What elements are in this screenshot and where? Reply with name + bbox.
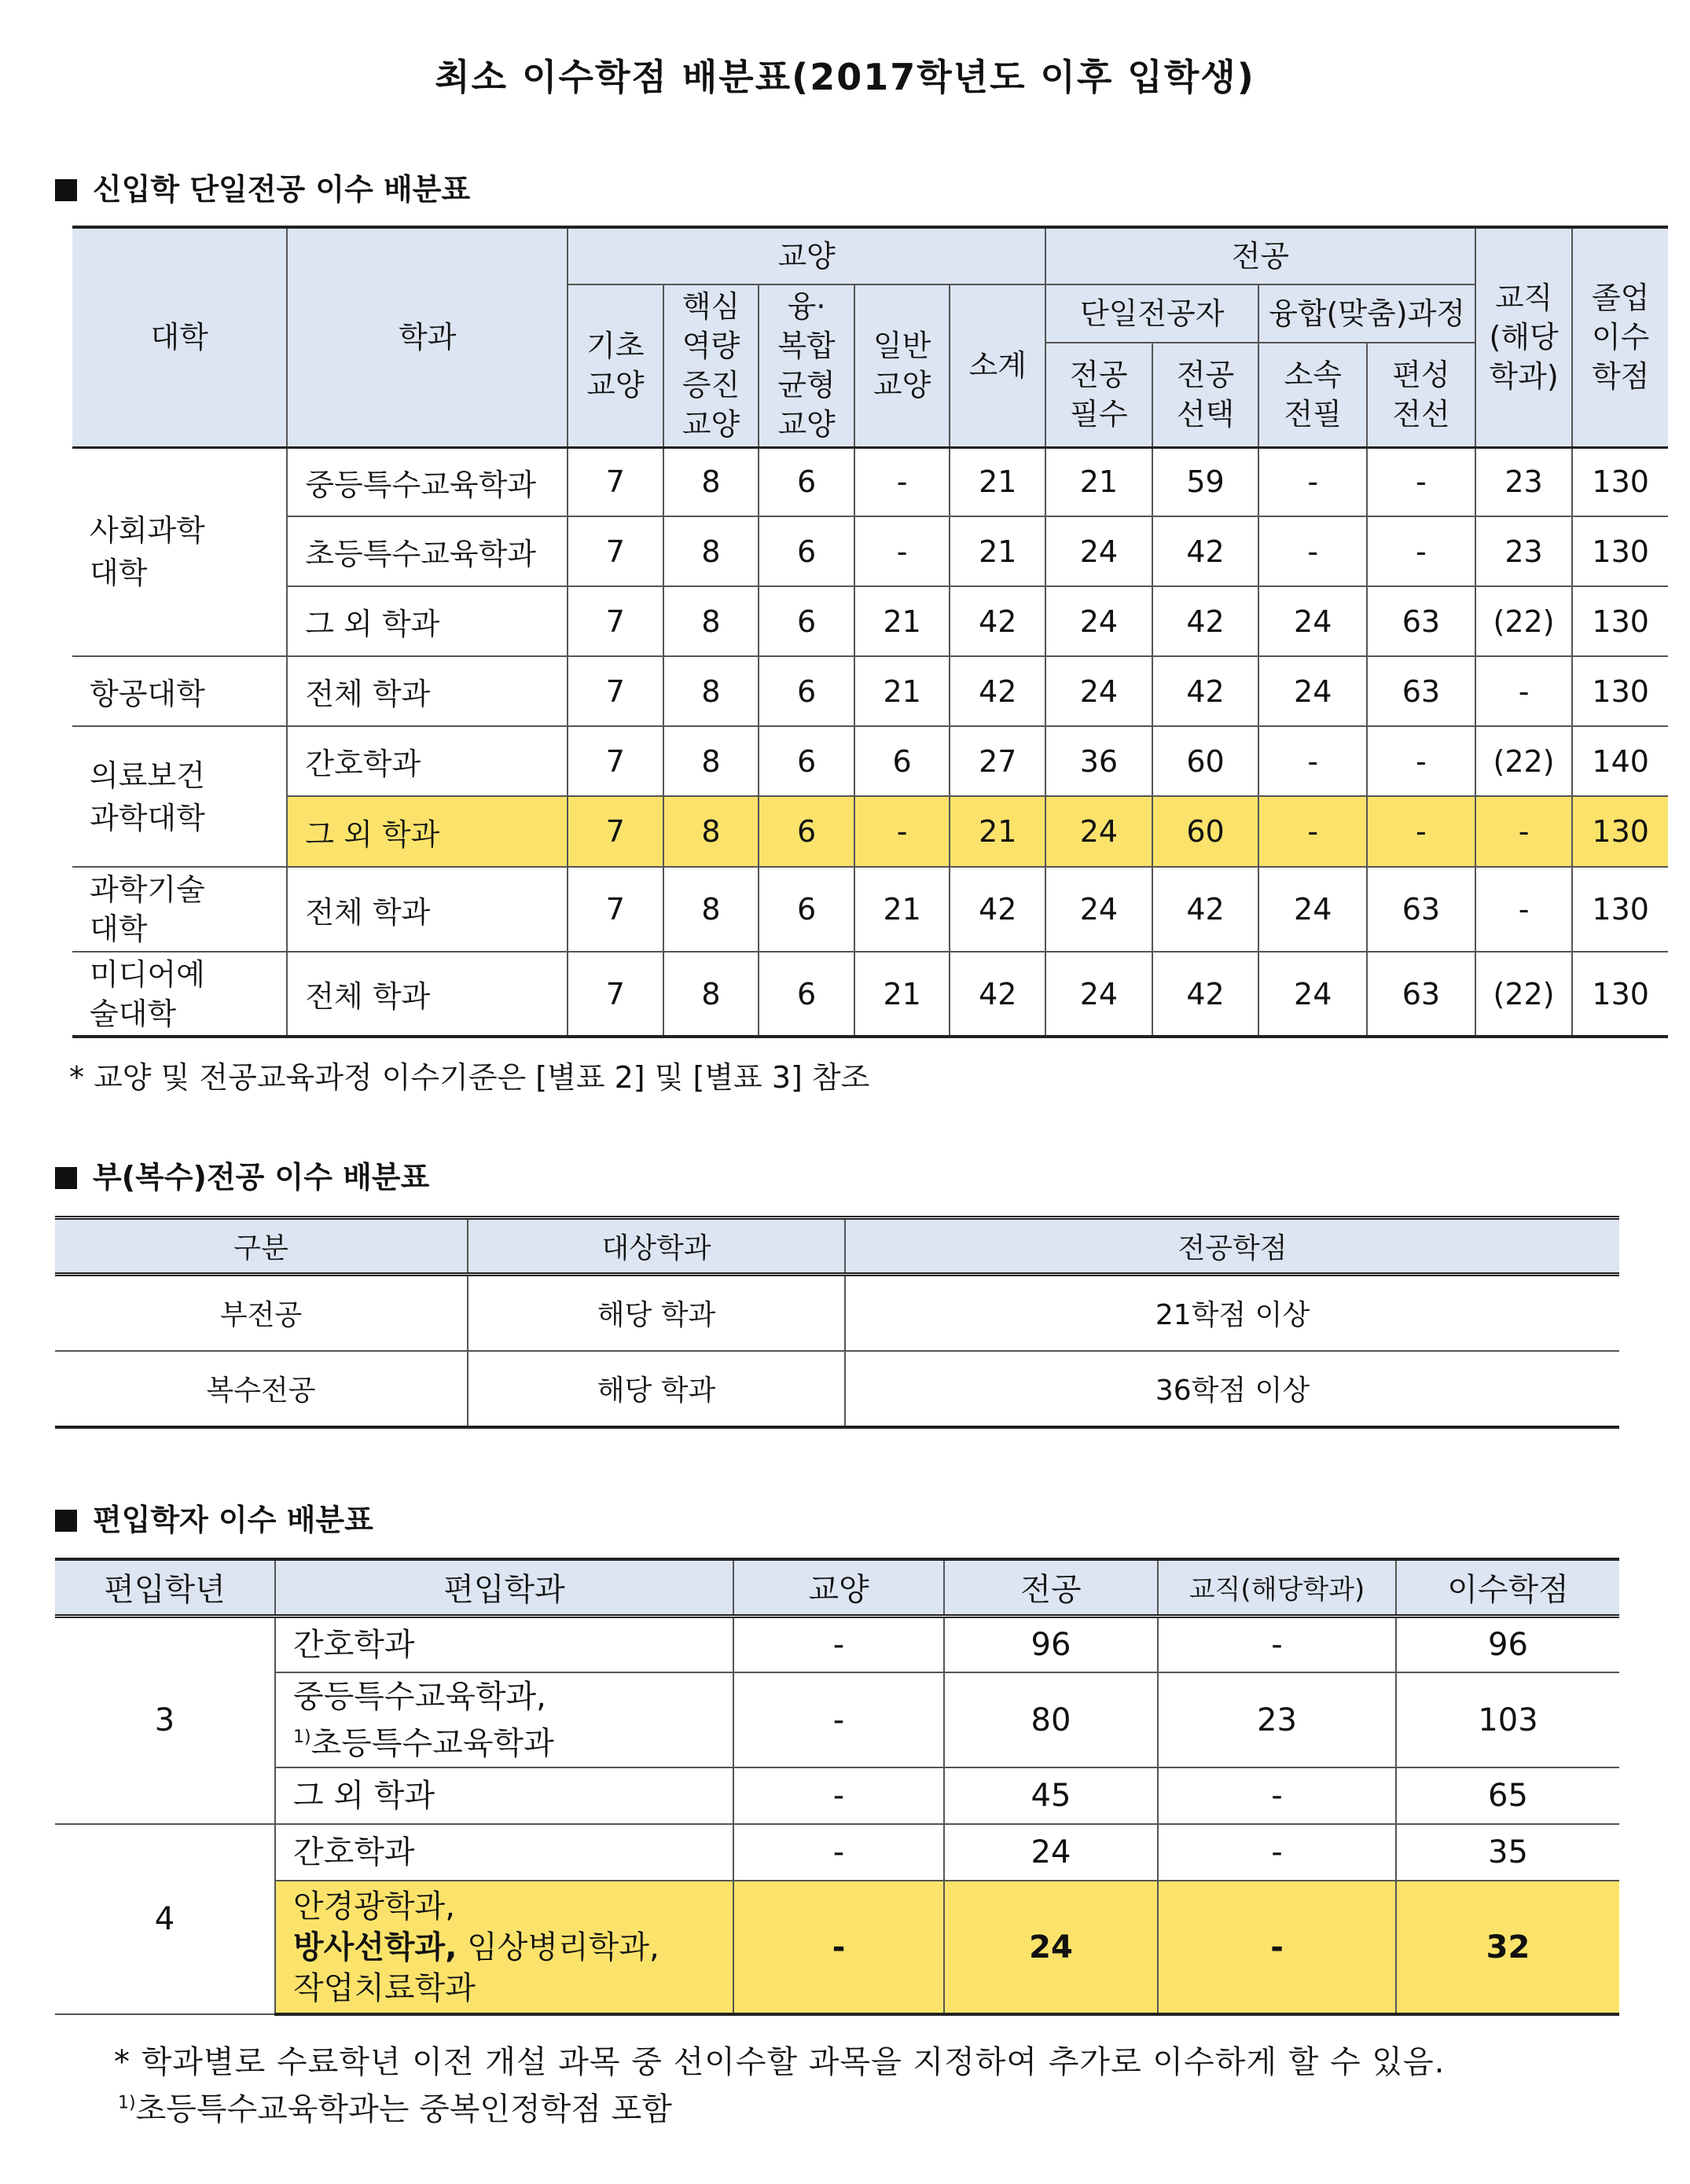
cell: - bbox=[1475, 867, 1573, 952]
cell: 8 bbox=[663, 796, 759, 867]
cell: 24 bbox=[1258, 952, 1367, 1037]
cell: 7 bbox=[568, 586, 663, 656]
col-header-liberal: 교양 bbox=[568, 227, 1045, 284]
cell: 7 bbox=[568, 796, 663, 867]
table-row bbox=[72, 516, 1668, 586]
cell: 24 bbox=[944, 1881, 1158, 2014]
cell: 24 bbox=[1045, 867, 1152, 952]
cell: - bbox=[1258, 796, 1367, 867]
cell: 63 bbox=[1367, 586, 1475, 656]
col-header-transfer-year: 편입학년 bbox=[55, 1559, 275, 1616]
cell: 21학점 이상 bbox=[845, 1275, 1619, 1351]
col-header-credits: 이수학점 bbox=[1396, 1559, 1619, 1616]
table-row bbox=[55, 1351, 1619, 1427]
cell: 24 bbox=[1045, 516, 1152, 586]
cell: 8 bbox=[663, 726, 759, 796]
col-header-convergence: 융·복합균형교양 bbox=[759, 284, 854, 447]
col-header-basic: 기초교양 bbox=[568, 284, 663, 447]
cell: - bbox=[1158, 1616, 1396, 1672]
col-header-target-dept: 대상학과 bbox=[468, 1218, 845, 1275]
cell: 6 bbox=[759, 447, 854, 516]
cell: - bbox=[1367, 726, 1475, 796]
college-cell: 항공대학 bbox=[72, 656, 287, 726]
cell: - bbox=[733, 1767, 944, 1824]
cell: 32 bbox=[1396, 1881, 1619, 2014]
year-cell: 3 bbox=[55, 1616, 275, 1824]
section-heading-minor: 부(복수)전공 이수 배분표 bbox=[55, 1153, 429, 1196]
cell: 59 bbox=[1152, 447, 1259, 516]
cell: 130 bbox=[1572, 796, 1668, 867]
cell: 35 bbox=[1396, 1824, 1619, 1881]
college-cell: 과학기술대학 bbox=[72, 867, 287, 952]
cell: 42 bbox=[1152, 656, 1259, 726]
table-row bbox=[72, 867, 1668, 952]
square-bullet-icon bbox=[55, 1167, 77, 1189]
section-heading-freshman: 신입학 단일전공 이수 배분표 bbox=[55, 165, 470, 208]
cell: - bbox=[854, 516, 950, 586]
dept-cell: 간호학과 bbox=[275, 1616, 733, 1672]
cell: 63 bbox=[1367, 952, 1475, 1037]
cell: 7 bbox=[568, 447, 663, 516]
cell: 8 bbox=[663, 447, 759, 516]
college-cell: 사회과학대학 bbox=[72, 447, 287, 656]
col-header-single-major: 단일전공자 bbox=[1045, 284, 1258, 343]
cell: 6 bbox=[759, 952, 854, 1037]
cell: 63 bbox=[1367, 656, 1475, 726]
freshman-credit-table bbox=[72, 226, 1668, 1038]
cell: 21 bbox=[854, 952, 950, 1037]
minor-major-table bbox=[55, 1216, 1619, 1429]
col-header-major-elective: 전공선택 bbox=[1152, 343, 1259, 447]
note-footnote: $^{1)}$초등특수교육학과는 중복인정학점 포함 bbox=[118, 2091, 672, 2127]
dept-cell: 그 외 학과 bbox=[275, 1767, 733, 1824]
col-header-major: 전공 bbox=[1045, 227, 1475, 284]
cell: 21 bbox=[950, 796, 1045, 867]
cell: (22) bbox=[1475, 726, 1573, 796]
cell: 130 bbox=[1572, 952, 1668, 1037]
cell: - bbox=[1158, 1767, 1396, 1824]
cell: 8 bbox=[663, 867, 759, 952]
cell: 24 bbox=[1045, 656, 1152, 726]
cell: 6 bbox=[759, 516, 854, 586]
cell: 24 bbox=[1045, 586, 1152, 656]
cell: 130 bbox=[1572, 656, 1668, 726]
col-header-transfer-dept: 편입학과 bbox=[275, 1559, 733, 1616]
table-row bbox=[55, 1672, 1619, 1767]
table-row bbox=[72, 726, 1668, 796]
table-row-highlighted bbox=[55, 1881, 1619, 2014]
cell: - bbox=[854, 447, 950, 516]
cell: 해당 학과 bbox=[468, 1275, 845, 1351]
cell: 42 bbox=[950, 952, 1045, 1037]
cell: 7 bbox=[568, 656, 663, 726]
cell: - bbox=[1367, 796, 1475, 867]
cell: 부전공 bbox=[55, 1275, 468, 1351]
cell: 23 bbox=[1475, 516, 1573, 586]
cell: 6 bbox=[854, 726, 950, 796]
cell: 8 bbox=[663, 952, 759, 1037]
cell: - bbox=[733, 1616, 944, 1672]
cell: 36 bbox=[1045, 726, 1152, 796]
cell: 42 bbox=[1152, 516, 1259, 586]
cell: - bbox=[1158, 1881, 1396, 2014]
cell: 96 bbox=[944, 1616, 1158, 1672]
cell: 복수전공 bbox=[55, 1351, 468, 1427]
cell: 8 bbox=[663, 516, 759, 586]
section-heading-transfer: 편입학자 이수 배분표 bbox=[55, 1496, 373, 1539]
cell: 60 bbox=[1152, 796, 1259, 867]
cell: - bbox=[1475, 796, 1573, 867]
cell: 42 bbox=[950, 867, 1045, 952]
cell: 21 bbox=[854, 586, 950, 656]
dept-cell: 전체 학과 bbox=[287, 952, 568, 1037]
table-row bbox=[72, 656, 1668, 726]
cell: 42 bbox=[1152, 952, 1259, 1037]
col-header-dept: 학과 bbox=[287, 227, 568, 447]
cell: 96 bbox=[1396, 1616, 1619, 1672]
dept-cell: 간호학과 bbox=[275, 1824, 733, 1881]
col-header-teaching: 교직(해당학과) bbox=[1475, 227, 1573, 447]
cell: 27 bbox=[950, 726, 1045, 796]
col-header-fusion: 융합(맞춤)과정 bbox=[1258, 284, 1475, 343]
cell: 23 bbox=[1475, 447, 1573, 516]
col-header-general: 일반교양 bbox=[854, 284, 950, 447]
col-header-teaching: 교직(해당학과) bbox=[1158, 1559, 1396, 1616]
cell: 8 bbox=[663, 656, 759, 726]
cell: 6 bbox=[759, 656, 854, 726]
cell: 130 bbox=[1572, 867, 1668, 952]
cell: (22) bbox=[1475, 952, 1573, 1037]
cell: 130 bbox=[1572, 586, 1668, 656]
dept-cell: 간호학과 bbox=[287, 726, 568, 796]
cell: 21 bbox=[854, 867, 950, 952]
col-header-college: 대학 bbox=[72, 227, 287, 447]
table-row bbox=[55, 1767, 1619, 1824]
dept-cell: 그 외 학과 bbox=[287, 586, 568, 656]
cell: 6 bbox=[759, 867, 854, 952]
note-freshman: * 교양 및 전공교육과정 이수기준은 [별표 2] 및 [별표 3] 참조 bbox=[69, 1060, 870, 1095]
dept-cell: 중등특수교육학과 bbox=[287, 447, 568, 516]
cell: - bbox=[1258, 516, 1367, 586]
cell: 42 bbox=[950, 656, 1045, 726]
cell: - bbox=[733, 1881, 944, 2014]
col-header-liberal: 교양 bbox=[733, 1559, 944, 1616]
cell: - bbox=[1367, 447, 1475, 516]
col-header-major-credits: 전공학점 bbox=[845, 1218, 1619, 1275]
cell: 130 bbox=[1572, 516, 1668, 586]
cell: 6 bbox=[759, 726, 854, 796]
cell: 63 bbox=[1367, 867, 1475, 952]
col-header-major: 전공 bbox=[944, 1559, 1158, 1616]
cell: - bbox=[1367, 516, 1475, 586]
cell: (22) bbox=[1475, 586, 1573, 656]
college-cell: 미디어예술대학 bbox=[72, 952, 287, 1037]
cell: 24 bbox=[1258, 867, 1367, 952]
cell: 24 bbox=[1045, 952, 1152, 1037]
cell: - bbox=[733, 1672, 944, 1767]
square-bullet-icon bbox=[55, 1510, 77, 1532]
cell: 42 bbox=[950, 586, 1045, 656]
cell: - bbox=[1258, 447, 1367, 516]
table-row bbox=[55, 1824, 1619, 1881]
table-row bbox=[72, 586, 1668, 656]
year-cell: 4 bbox=[55, 1824, 275, 2014]
table-row bbox=[72, 447, 1668, 516]
cell: 해당 학과 bbox=[468, 1351, 845, 1427]
cell: 21 bbox=[950, 447, 1045, 516]
col-header-total: 졸업이수학점 bbox=[1572, 227, 1668, 447]
col-header-major-required: 전공필수 bbox=[1045, 343, 1152, 447]
cell: - bbox=[1158, 1824, 1396, 1881]
dept-cell: 안경광학과, 방사선학과, 임상병리학과, 작업치료학과 bbox=[275, 1881, 733, 2014]
cell: 21 bbox=[854, 656, 950, 726]
col-header-subtotal: 소계 bbox=[950, 284, 1045, 447]
cell: 42 bbox=[1152, 867, 1259, 952]
dept-cell: 전체 학과 bbox=[287, 656, 568, 726]
college-cell: 의료보건과학대학 bbox=[72, 726, 287, 867]
transfer-credit-table bbox=[55, 1558, 1619, 2016]
dept-cell: 그 외 학과 bbox=[287, 796, 568, 867]
cell: 45 bbox=[944, 1767, 1158, 1824]
cell: 7 bbox=[568, 952, 663, 1037]
cell: 103 bbox=[1396, 1672, 1619, 1767]
cell: - bbox=[854, 796, 950, 867]
cell: - bbox=[1475, 656, 1573, 726]
cell: 65 bbox=[1396, 1767, 1619, 1824]
table-row bbox=[55, 1616, 1619, 1672]
square-bullet-icon bbox=[55, 179, 77, 201]
cell: 7 bbox=[568, 867, 663, 952]
cell: - bbox=[733, 1824, 944, 1881]
cell: 6 bbox=[759, 796, 854, 867]
cell: 42 bbox=[1152, 586, 1259, 656]
col-header-category: 구분 bbox=[55, 1218, 468, 1275]
table-row-highlighted bbox=[72, 796, 1668, 867]
cell: 24 bbox=[944, 1824, 1158, 1881]
cell: 36학점 이상 bbox=[845, 1351, 1619, 1427]
col-header-own-required: 소속전필 bbox=[1258, 343, 1367, 447]
note-transfer: * 학과별로 수료학년 이전 개설 과목 중 선이수할 과목을 지정하여 추가로 이수하게 할 수 있음. bbox=[114, 2044, 1446, 2080]
table-row bbox=[72, 952, 1668, 1037]
cell: 21 bbox=[950, 516, 1045, 586]
col-header-optional: 편성전선 bbox=[1367, 343, 1475, 447]
cell: 7 bbox=[568, 516, 663, 586]
cell: 6 bbox=[759, 586, 854, 656]
cell: 80 bbox=[944, 1672, 1158, 1767]
cell: 7 bbox=[568, 726, 663, 796]
cell: 23 bbox=[1158, 1672, 1396, 1767]
page-title: 최소 이수학점 배분표(2017학년도 이후 입학생) bbox=[435, 56, 1255, 98]
cell: - bbox=[1258, 726, 1367, 796]
cell: 24 bbox=[1258, 586, 1367, 656]
cell: 60 bbox=[1152, 726, 1259, 796]
dept-cell: 초등특수교육학과 bbox=[287, 516, 568, 586]
cell: 130 bbox=[1572, 447, 1668, 516]
table-row bbox=[55, 1275, 1619, 1351]
cell: 8 bbox=[663, 586, 759, 656]
cell: 24 bbox=[1045, 796, 1152, 867]
dept-cell: 전체 학과 bbox=[287, 867, 568, 952]
dept-cell: 중등특수교육학과, $^{1)}$초등특수교육학과 bbox=[275, 1672, 733, 1767]
cell: 140 bbox=[1572, 726, 1668, 796]
col-header-core: 핵심역량증진교양 bbox=[663, 284, 759, 447]
cell: 21 bbox=[1045, 447, 1152, 516]
cell: 24 bbox=[1258, 656, 1367, 726]
